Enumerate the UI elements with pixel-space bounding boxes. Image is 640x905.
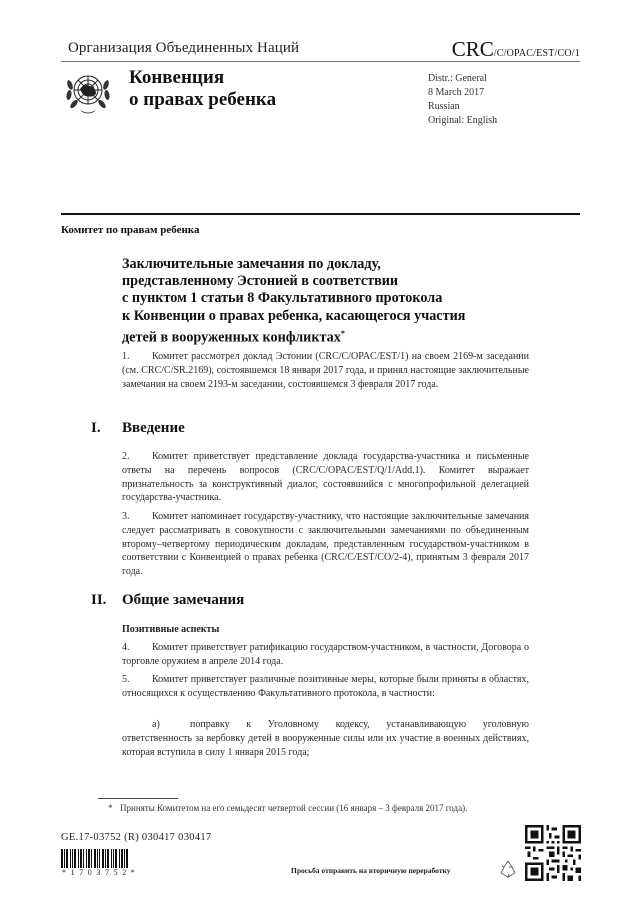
section-title: Введение bbox=[122, 420, 185, 436]
paragraph-number: 2. bbox=[122, 451, 130, 462]
subitem-letter: a) bbox=[152, 719, 160, 730]
paragraph-text: Комитет приветствует ратификацию государством-участником, в частности, Договора о торговле оружием в апреле 2014 года. bbox=[122, 642, 529, 667]
paragraph-1 bbox=[122, 350, 529, 391]
symbol-suffix: /C/OPAC/EST/CO/1 bbox=[493, 48, 580, 59]
organization-name: Организация Объединенных Наций bbox=[68, 40, 300, 56]
footnote-mark[interactable]: * bbox=[340, 328, 345, 338]
title-line: с пунктом 1 статьи 8 Факультативного протокола bbox=[122, 290, 443, 307]
paragraph-text: Комитет приветствует различные позитивные меры, которые были приняты в областях, относящихся к осуществлению Факультативного протокола, в частности: bbox=[122, 674, 529, 699]
footnote bbox=[108, 802, 508, 814]
header-rule bbox=[61, 61, 580, 62]
paragraph-text: Комитет рассмотрел доклад Эстонии (CRC/C/OPAC/EST/1) на своем 2169-м заседании (см. CRC/C/SR.2169), состоявшемся 18 января 2017 года, и принял настоящие заключительные замечания на своем 2193-м заседании, состоявшемся 3 февраля 2017 года. bbox=[122, 351, 529, 390]
committee-name: Комитет по правам ребенка bbox=[61, 224, 200, 236]
barcode-number: *1703752* bbox=[62, 868, 140, 877]
paragraph-text: Комитет напоминает государству-участнику, что настоящие заключительные замечания следует рассматривать в совокупности с заключительными замечаниями по объединенным второму–четвертому периодическим докладам, представленным государством-участником в соответствии с Конвенцией о правах ребенка (CRC/C/EST/CO/2-4), принятым 3 февраля 2017 года. bbox=[122, 511, 529, 578]
section-heading-general-observations bbox=[91, 592, 244, 609]
title-line: Заключительные замечания по докладу, bbox=[122, 256, 381, 272]
paragraph-number: 5. bbox=[122, 674, 130, 685]
recycle-note: Просьба отправить на вторичную переработку bbox=[291, 866, 451, 875]
paragraph-text: Комитет приветствует представление доклада государства-участника и письменные ответы на перечень вопросов (CRC/C/OPAC/EST/Q/1/Add.1). Комитет выражает признательность за конструктивный диалог, состоявшийся с многопрофильной делегацией государства-участника. bbox=[122, 451, 529, 504]
date-line: 8 March 2017 bbox=[428, 87, 485, 98]
document-title bbox=[122, 256, 542, 347]
paragraph-3 bbox=[122, 510, 529, 579]
section-number: II. bbox=[91, 592, 107, 608]
paragraph-5 bbox=[122, 673, 529, 701]
paragraph-number: 1. bbox=[122, 351, 130, 362]
language-line: Russian bbox=[428, 101, 460, 112]
title-line: к Конвенции о правах ребенка, касающегося участия bbox=[122, 307, 466, 324]
treaty-body-name bbox=[129, 67, 276, 111]
subitem-a bbox=[122, 718, 529, 759]
distribution-line: Distr.: General bbox=[428, 73, 487, 84]
paragraph-4 bbox=[122, 641, 529, 669]
symbol-main: CRC bbox=[451, 37, 494, 61]
original-language-line: Original: English bbox=[428, 115, 498, 126]
section-heading-introduction bbox=[91, 420, 185, 437]
paragraph-2 bbox=[122, 450, 529, 505]
footnote-text: Приняты Комитетом на его семьдесят четвертой сессии (16 января – 3 февраля 2017 года). bbox=[120, 803, 468, 813]
document-job-number: GE.17-03752 (R) 030417 030417 bbox=[61, 832, 212, 843]
footnote-star: * bbox=[108, 803, 113, 813]
footnote-rule bbox=[98, 798, 178, 799]
distribution-block bbox=[428, 72, 497, 128]
section-title: Общие замечания bbox=[122, 592, 245, 608]
un-emblem-icon bbox=[64, 67, 112, 117]
header-thick-rule bbox=[61, 213, 580, 215]
treaty-body-line1: Конвенция bbox=[129, 67, 225, 88]
paragraph-number: 3. bbox=[122, 511, 130, 522]
paragraph-number: 4. bbox=[122, 642, 130, 653]
section-number: I. bbox=[91, 420, 101, 436]
treaty-body-line2: о правах ребенка bbox=[129, 89, 277, 110]
subheading-positive-aspects: Позитивные аспекты bbox=[122, 624, 220, 635]
document-symbol bbox=[452, 37, 580, 62]
qr-code-icon bbox=[525, 825, 581, 881]
title-line bbox=[122, 325, 542, 347]
title-line-text: детей в вооруженных конфликтах bbox=[122, 329, 341, 346]
recycle-icon bbox=[497, 858, 519, 880]
title-line: представленному Эстонией в соответствии bbox=[122, 273, 399, 290]
barcode-icon bbox=[61, 849, 143, 868]
subitem-text: поправку к Уголовному кодексу, устанавливающую уголовную ответственность за вербовку детей в вооруженные силы или их участие в военных действиях, которая вступила в силу 1 января 2015 года; bbox=[122, 719, 529, 758]
